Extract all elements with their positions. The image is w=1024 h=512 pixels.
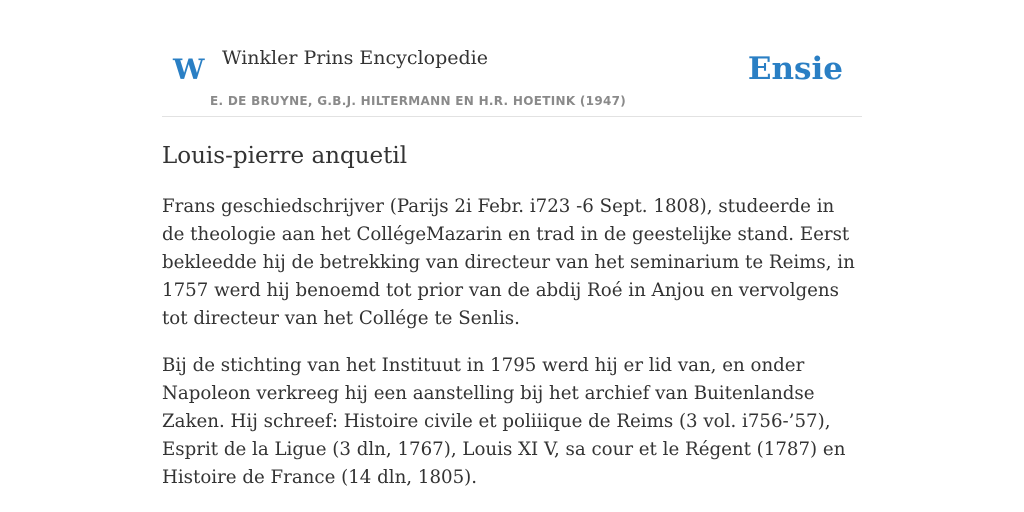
source-authors: E. DE BRUYNE, G.B.J. HILTERMANN EN H.R. HOETINK (1947) — [210, 94, 627, 108]
source-header — [162, 0, 862, 117]
article-title: Louis-pierre anquetil — [162, 143, 408, 169]
article-paragraph: Bij de stichting van het Instituut in 1795 werd hij er lid van, en onder Napoleon verkreeg hij een aanstelling bij het archief van Buitenlandse Zaken. Hij schreef: Histoire civile et poliiique de Reims (3 vol. i756-’57), Esprit de la Ligue (3 dln, 1767), Louis XI V, sa cour et le Régent (1787) en Histoire de France (14 dln, 1805). — [162, 355, 846, 488]
source-title[interactable]: Winkler Prins Encyclopedie — [222, 47, 488, 69]
winkler-prins-logo-icon: W — [173, 53, 205, 86]
ensie-brand-link[interactable]: Ensie — [747, 51, 843, 87]
article-paragraph: Frans geschiedschrijver (Parijs 2i Febr. i723 -6 Sept. 1808), studeerde in de theologie aan het CollégeMazarin en trad in de geestelijke stand. Eerst bekleedde hij de betrekking van directeur van het seminarium te Reims, in 1757 werd hij benoemd tot prior van de abdij Roé in Anjou en vervolgens tot directeur van het Collége te Senlis. — [162, 196, 855, 329]
article-card — [162, 0, 862, 492]
